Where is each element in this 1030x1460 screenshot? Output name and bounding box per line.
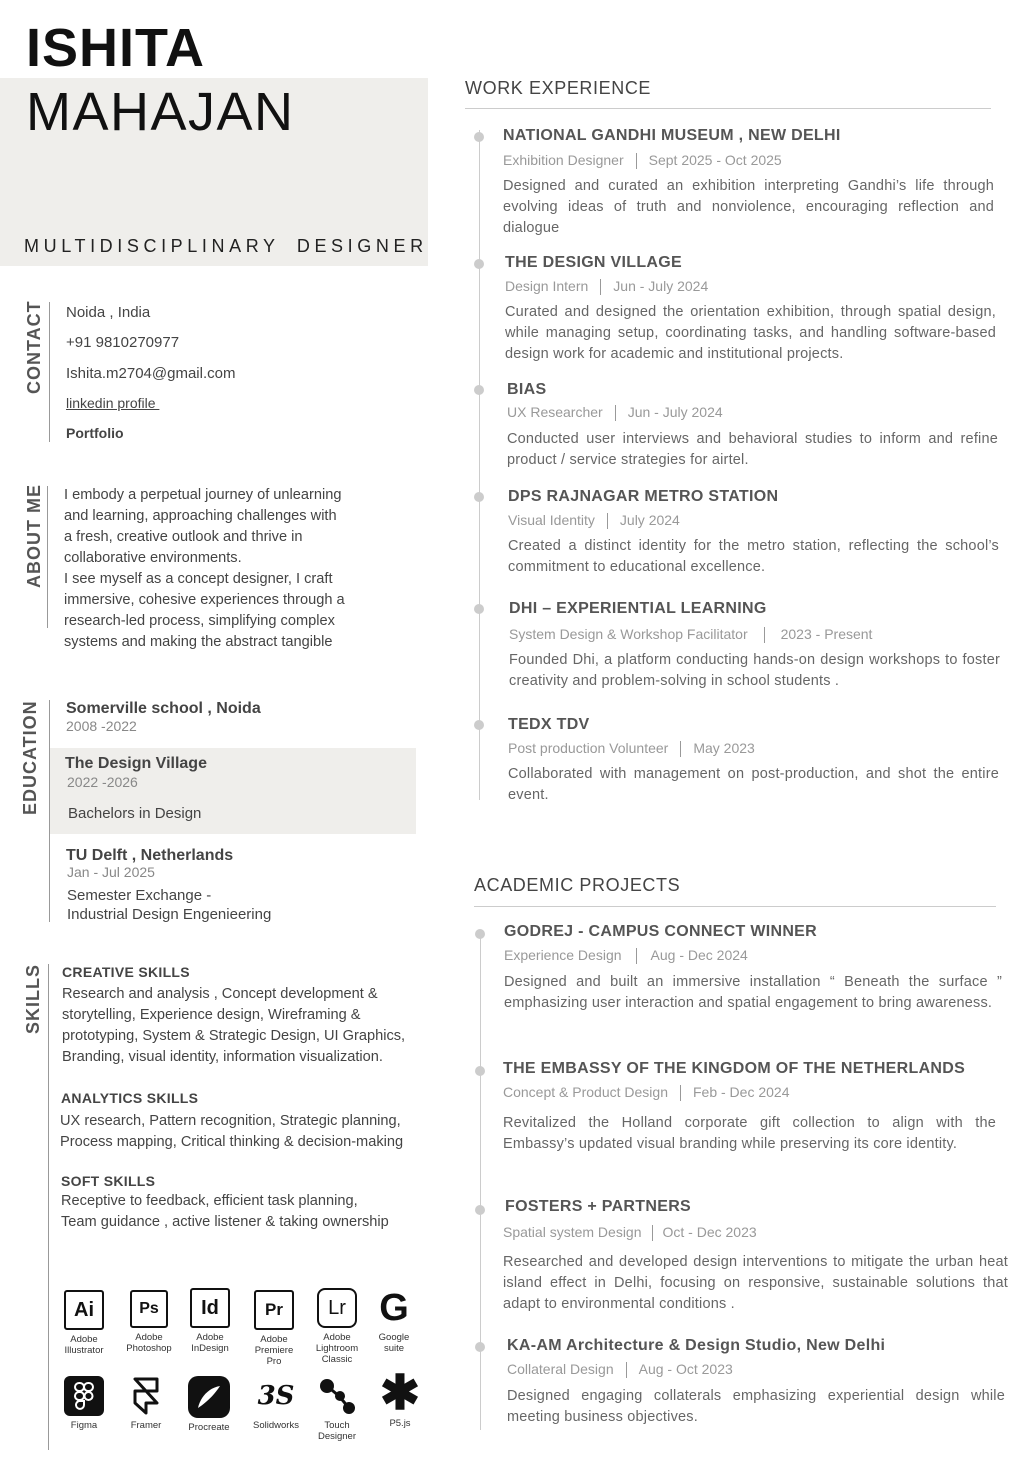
soft-skills-text — [61, 1191, 389, 1233]
job-date: July 2024 — [619, 512, 680, 528]
contact-label: CONTACT — [24, 300, 44, 394]
skill-line: prototyping, System & Strategic Design, UI Graphics, — [62, 1028, 406, 1044]
skill-line: storytelling, Experience design, Wireframing & — [62, 1007, 361, 1023]
tool-touchdesigner: Touch Designer — [305, 1376, 369, 1442]
job-description: Conducted user interviews and behavioral studies to inform and refine product / service strategies for airtel. — [507, 431, 998, 468]
linkedin-link[interactable]: linkedin profile — [66, 395, 160, 411]
job-meta — [508, 740, 755, 757]
tool-figma: Figma — [52, 1376, 116, 1431]
project-meta — [504, 947, 748, 964]
project-date: Feb - Dec 2024 — [692, 1084, 790, 1100]
school-years: 2022 -2026 — [67, 774, 138, 790]
project-title: GODREJ - CAMPUS CONNECT WINNER — [504, 923, 818, 940]
project-role: Concept & Product Design — [503, 1084, 668, 1100]
work-experience-heading: WORK EXPERIENCE — [465, 78, 652, 98]
school-name: The Design Village — [65, 755, 207, 772]
job-title: THE DESIGN VILLAGE — [505, 254, 682, 271]
creative-skills-title: CREATIVE SKILLS — [62, 964, 190, 980]
analytics-skills-text — [60, 1111, 403, 1153]
skills-label: SKILLS — [23, 963, 43, 1034]
tool-photoshop: Ps Adobe Photoshop — [117, 1290, 181, 1354]
project-title: THE EMBASSY OF THE KINGDOM OF THE NETHERLANDS — [503, 1060, 966, 1077]
academic-projects-heading: ACADEMIC PROJECTS — [474, 875, 681, 895]
last-name: MAHAJAN — [26, 82, 295, 142]
project-meta — [503, 1224, 757, 1241]
job-date: Jun - July 2024 — [627, 404, 723, 420]
skill-line: Branding, visual identity, information visualization. — [62, 1049, 383, 1065]
contact-email[interactable]: Ishita.m2704@gmail.com — [66, 365, 236, 382]
about-line: research-led process, simplifying complex — [64, 613, 335, 629]
project-description: Researched and developed design interventions to mitigate the urban heat island effect in Delhi, focusing on responsive, sustainable solutions that adapt to environmental conditions . — [503, 1254, 1008, 1312]
solidworks-icon: 3S — [257, 1381, 295, 1411]
job-meta — [505, 278, 708, 295]
tool-google-suite: G Google suite — [362, 1288, 426, 1354]
procreate-icon — [188, 1376, 230, 1418]
job-description: Created a distinct identity for the metro station, reflecting the school’s commitment to educational excellence. — [508, 538, 999, 575]
job-role: Exhibition Designer — [503, 152, 624, 168]
school-name: Somerville school , Noida — [66, 700, 261, 717]
school-years: Jan - Jul 2025 — [67, 864, 155, 880]
work-heading-rule — [465, 108, 991, 109]
tool-indesign: Id Adobe InDesign — [178, 1288, 242, 1354]
timeline-dot — [475, 1342, 485, 1352]
project-title: KA-AM Architecture & Design Studio, New Delhi — [507, 1337, 886, 1354]
project-description: Designed engaging collaterals emphasizing experiential design while meeting business objectives. — [507, 1388, 1005, 1425]
job-date: May 2023 — [693, 740, 755, 756]
job-title: TEDX TDV — [508, 716, 590, 733]
about-line: systems and making the abstract tangible — [64, 634, 333, 650]
tool-procreate: Procreate — [177, 1376, 241, 1433]
about-line: and learning, approaching challenges with — [64, 508, 337, 524]
project-title: FOSTERS + PARTNERS — [505, 1198, 692, 1215]
contact-divider — [49, 302, 50, 442]
project-role: Spatial system Design — [503, 1224, 642, 1240]
job-meta — [503, 152, 782, 169]
skill-line: Team guidance , active listener & taking ownership — [61, 1214, 389, 1230]
photoshop-icon: Ps — [130, 1290, 168, 1328]
job-title: DHI – EXPERIENTIAL LEARNING — [509, 600, 767, 617]
about-label: ABOUT ME — [24, 484, 44, 588]
skills-divider — [48, 964, 49, 1450]
tool-premiere: Pr Adobe Premiere Pro — [242, 1290, 306, 1367]
exchange-detail: Semester Exchange - — [67, 887, 212, 904]
job-role: Post production Volunteer — [508, 740, 669, 756]
project-date: Oct - Dec 2023 — [662, 1224, 757, 1240]
school-name: TU Delft , Netherlands — [66, 847, 234, 864]
work-timeline-line — [479, 130, 480, 800]
framer-icon — [126, 1376, 166, 1416]
degree: Bachelors in Design — [68, 805, 202, 822]
lightroom-icon: Lr — [317, 1288, 357, 1328]
portfolio-link[interactable]: Portfolio — [66, 425, 124, 441]
job-meta — [507, 404, 723, 421]
timeline-dot — [474, 385, 484, 395]
timeline-dot — [474, 604, 484, 614]
timeline-dot — [475, 929, 485, 939]
timeline-dot — [475, 1066, 485, 1076]
project-date: Aug - Dec 2024 — [650, 947, 748, 963]
project-meta — [503, 1084, 789, 1101]
job-meta — [509, 626, 872, 643]
about-line: collaborative environments. — [64, 550, 242, 566]
about-text — [64, 485, 345, 653]
tool-framer: Framer — [114, 1376, 178, 1431]
timeline-dot — [474, 492, 484, 502]
project-description: Revitalized the Holland corporate gift collection to align with the Embassy’s updated visual branding while preserving its core identity. — [503, 1115, 996, 1152]
tool-lightroom: Lr Adobe Lightroom Classic — [305, 1288, 369, 1365]
about-divider — [47, 486, 48, 628]
school-years: 2008 -2022 — [66, 718, 137, 734]
skill-line: Process mapping, Critical thinking & decision-making — [60, 1134, 404, 1150]
contact-location: Noida , India — [66, 304, 151, 321]
about-line: I embody a perpetual journey of unlearning — [64, 487, 342, 503]
touchdesigner-icon — [317, 1376, 357, 1416]
exchange-detail: Industrial Design Engenieering — [67, 906, 272, 923]
project-role: Collateral Design — [507, 1361, 614, 1377]
project-date: Aug - Oct 2023 — [638, 1361, 733, 1377]
timeline-dot — [474, 259, 484, 269]
job-meta — [508, 512, 680, 529]
about-line: a fresh, creative outlook and thrive in — [64, 529, 303, 545]
p5js-asterisk-icon: ✱ — [379, 1367, 421, 1420]
job-title: DPS RAJNAGAR METRO STATION — [508, 488, 779, 505]
timeline-dot — [475, 1205, 485, 1215]
tool-illustrator: Ai Adobe Illustrator — [52, 1290, 116, 1356]
about-line: I see myself as a concept designer, I craft — [64, 571, 333, 587]
job-description: Founded Dhi, a platform conducting hands-on design workshops to foster creativity and problem-solving in school students . — [509, 652, 1000, 689]
tool-p5js: ✱ P5.js — [379, 1367, 421, 1429]
projects-heading-rule — [474, 906, 996, 907]
soft-skills-title: SOFT SKILLS — [61, 1173, 156, 1189]
job-role: Design Intern — [505, 278, 589, 294]
job-date: Sept 2025 - Oct 2025 — [648, 152, 782, 168]
job-date: Jun - July 2024 — [613, 278, 709, 294]
creative-skills-text — [62, 984, 405, 1068]
job-date: 2023 - Present — [780, 626, 873, 642]
timeline-dot — [474, 720, 484, 730]
job-title: BIAS — [507, 381, 547, 398]
tool-solidworks: 3S Solidworks — [244, 1376, 308, 1431]
analytics-skills-title: ANALYTICS SKILLS — [61, 1090, 199, 1106]
skill-line: Research and analysis , Concept development & — [62, 986, 378, 1002]
job-role: System Design & Workshop Facilitator — [509, 626, 748, 642]
job-role: Visual Identity — [508, 512, 595, 528]
project-description: Designed and built an immersive installation “ Beneath the surface ” emphasizing user interaction and spatial engagement to bring awareness. — [504, 974, 1002, 1011]
project-meta — [507, 1361, 733, 1378]
indesign-icon: Id — [190, 1288, 230, 1328]
contact-phone[interactable]: +91 9810270977 — [66, 334, 180, 351]
illustrator-icon: Ai — [64, 1290, 104, 1330]
job-description: Curated and designed the orientation exhibition, through spatial design, while managing setup, coordinating tasks, and handling software-based design work for academic and institutional projects. — [505, 304, 996, 362]
job-title: NATIONAL GANDHI MUSEUM , NEW DELHI — [503, 127, 841, 144]
about-line: immersive, cohesive experiences through a — [64, 592, 345, 608]
project-role: Experience Design — [504, 947, 622, 963]
skill-line: UX research, Pattern recognition, Strategic planning, — [60, 1113, 401, 1129]
job-role: UX Researcher — [507, 404, 603, 420]
first-name: ISHITA — [26, 18, 205, 78]
job-description: Collaborated with management on post-production, and shot the entire event. — [508, 766, 999, 803]
figma-icon — [64, 1376, 104, 1416]
job-description: Designed and curated an exhibition interpreting Gandhi’s life through evolving ideas of truth and nonviolence, encouraging reflection and dialogue — [503, 178, 994, 236]
premiere-icon: Pr — [254, 1290, 294, 1330]
projects-timeline-line — [480, 930, 481, 1430]
google-icon: G — [379, 1286, 409, 1329]
timeline-dot — [474, 132, 484, 142]
education-label: EDUCATION — [20, 700, 40, 815]
job-role: MULTIDISCIPLINARY DESIGNER — [24, 236, 428, 256]
skill-line: Receptive to feedback, efficient task planning, — [61, 1193, 358, 1209]
